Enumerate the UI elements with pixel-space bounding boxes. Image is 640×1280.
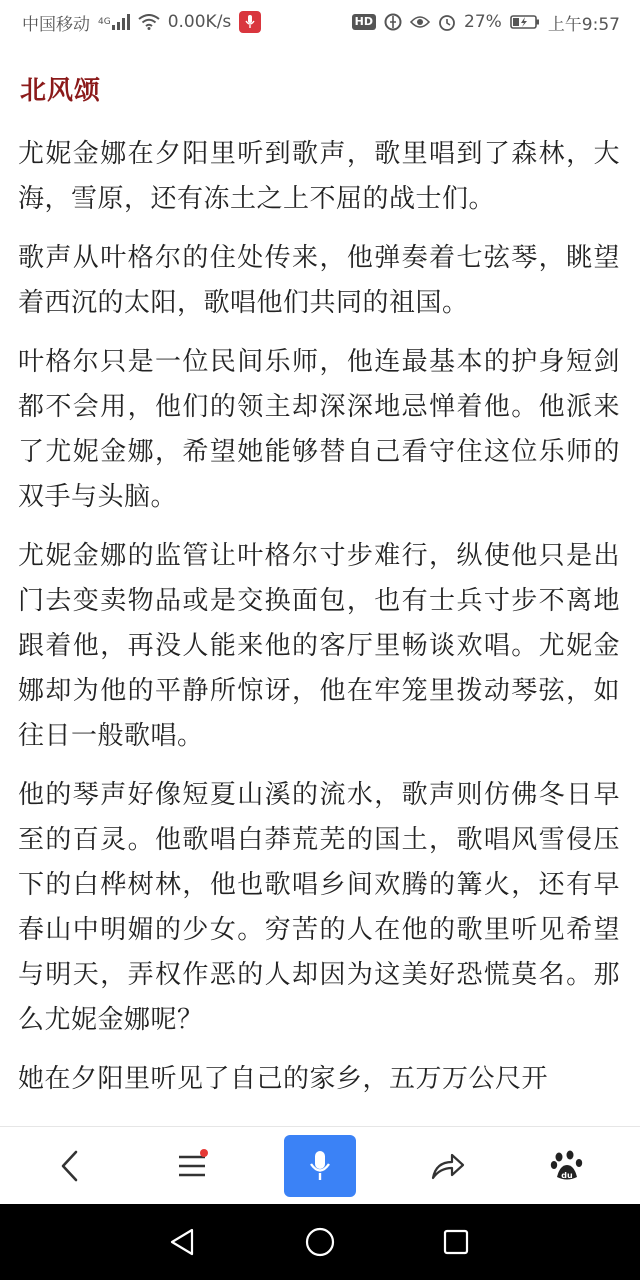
status-left <box>22 0 261 44</box>
android-nav-bar <box>0 1204 640 1280</box>
wifi-icon <box>138 14 160 30</box>
signal-icon <box>98 14 130 30</box>
paragraph: 尤妮金娜的监管让叶格尔寸步难行，纵使他只是出门去变卖物品或是交换面包，也有士兵寸步不离地跟着他，再没人能来他的客厅里畅谈欢唱。尤妮金娜却为他的平静所惊讶，他在牢笼里拨动琴弦，如往日一般歌唱。 <box>18 541 620 751</box>
baidu-paw-icon <box>550 1150 584 1182</box>
menu-button[interactable] <box>162 1136 222 1196</box>
paragraph: 他的琴声好像短夏山溪的流水，歌声则仿佛冬日早至的百灵。他歌唱白莽荒芜的国土，歌唱风雪侵压下的白桦树林，他也歌唱乡间欢腾的篝火，还有早春山中明媚的少女。穷苦的人在他的歌里听见希望与明天，弄权作恶的人却因为这美好恐慌莫名。那么尤妮金娜呢？ <box>18 780 620 1035</box>
microphone-indicator-icon <box>239 11 261 33</box>
paragraph: 尤妮金娜在夕阳里听到歌声，歌里唱到了森林，大海，雪原，还有冻土之上不屈的战士们。 <box>18 139 620 214</box>
paragraph: 歌声从叶格尔的住处传来，他弹奏着七弦琴，眺望着西沉的太阳，歌唱他们共同的祖国。 <box>18 243 620 318</box>
nav-recents-button[interactable] <box>436 1222 476 1262</box>
svg-text:du: du <box>561 1171 573 1180</box>
voice-search-button[interactable] <box>284 1135 356 1197</box>
battery-charging-icon <box>510 14 540 30</box>
microphone-icon <box>308 1149 332 1183</box>
bottom-toolbar <box>0 1126 640 1205</box>
circle-home-icon <box>304 1226 336 1258</box>
clock: 上午9:57 <box>547 14 620 35</box>
notification-dot <box>200 1149 208 1157</box>
paragraph: 她在夕阳里听见了自己的家乡，五万万公尺开 <box>18 1064 549 1094</box>
triangle-back-icon <box>168 1227 196 1257</box>
paragraph: 叶格尔只是一位民间乐师，他连最基本的护身短剑都不会用，他们的领主却深深地忌惮着他。他派来了尤妮金娜，希望她能够替自己看守住这位乐师的双手与头脑。 <box>18 347 620 512</box>
battery-percent: 27% <box>464 12 502 32</box>
status-right <box>352 0 620 44</box>
article-title: 北风颂 <box>20 76 102 106</box>
baidu-home-button[interactable] <box>537 1136 597 1196</box>
carrier-label: 中国移动 <box>22 14 90 35</box>
eye-icon <box>410 15 430 29</box>
square-recents-icon <box>442 1228 470 1256</box>
network-speed: 0.00K/s <box>167 12 232 32</box>
hd-icon: HD <box>352 14 376 30</box>
back-icon <box>58 1149 82 1183</box>
nav-back-button[interactable] <box>162 1222 202 1262</box>
share-button[interactable] <box>418 1136 478 1196</box>
back-button[interactable] <box>40 1136 100 1196</box>
article-body <box>18 132 620 1116</box>
share-icon <box>430 1151 466 1181</box>
alarm-icon <box>438 13 456 31</box>
article-view[interactable] <box>0 44 640 1126</box>
nav-home-button[interactable] <box>300 1222 340 1262</box>
status-bar <box>0 0 640 44</box>
data-saver-icon <box>384 13 402 31</box>
network-type-label: 4G <box>98 17 111 27</box>
